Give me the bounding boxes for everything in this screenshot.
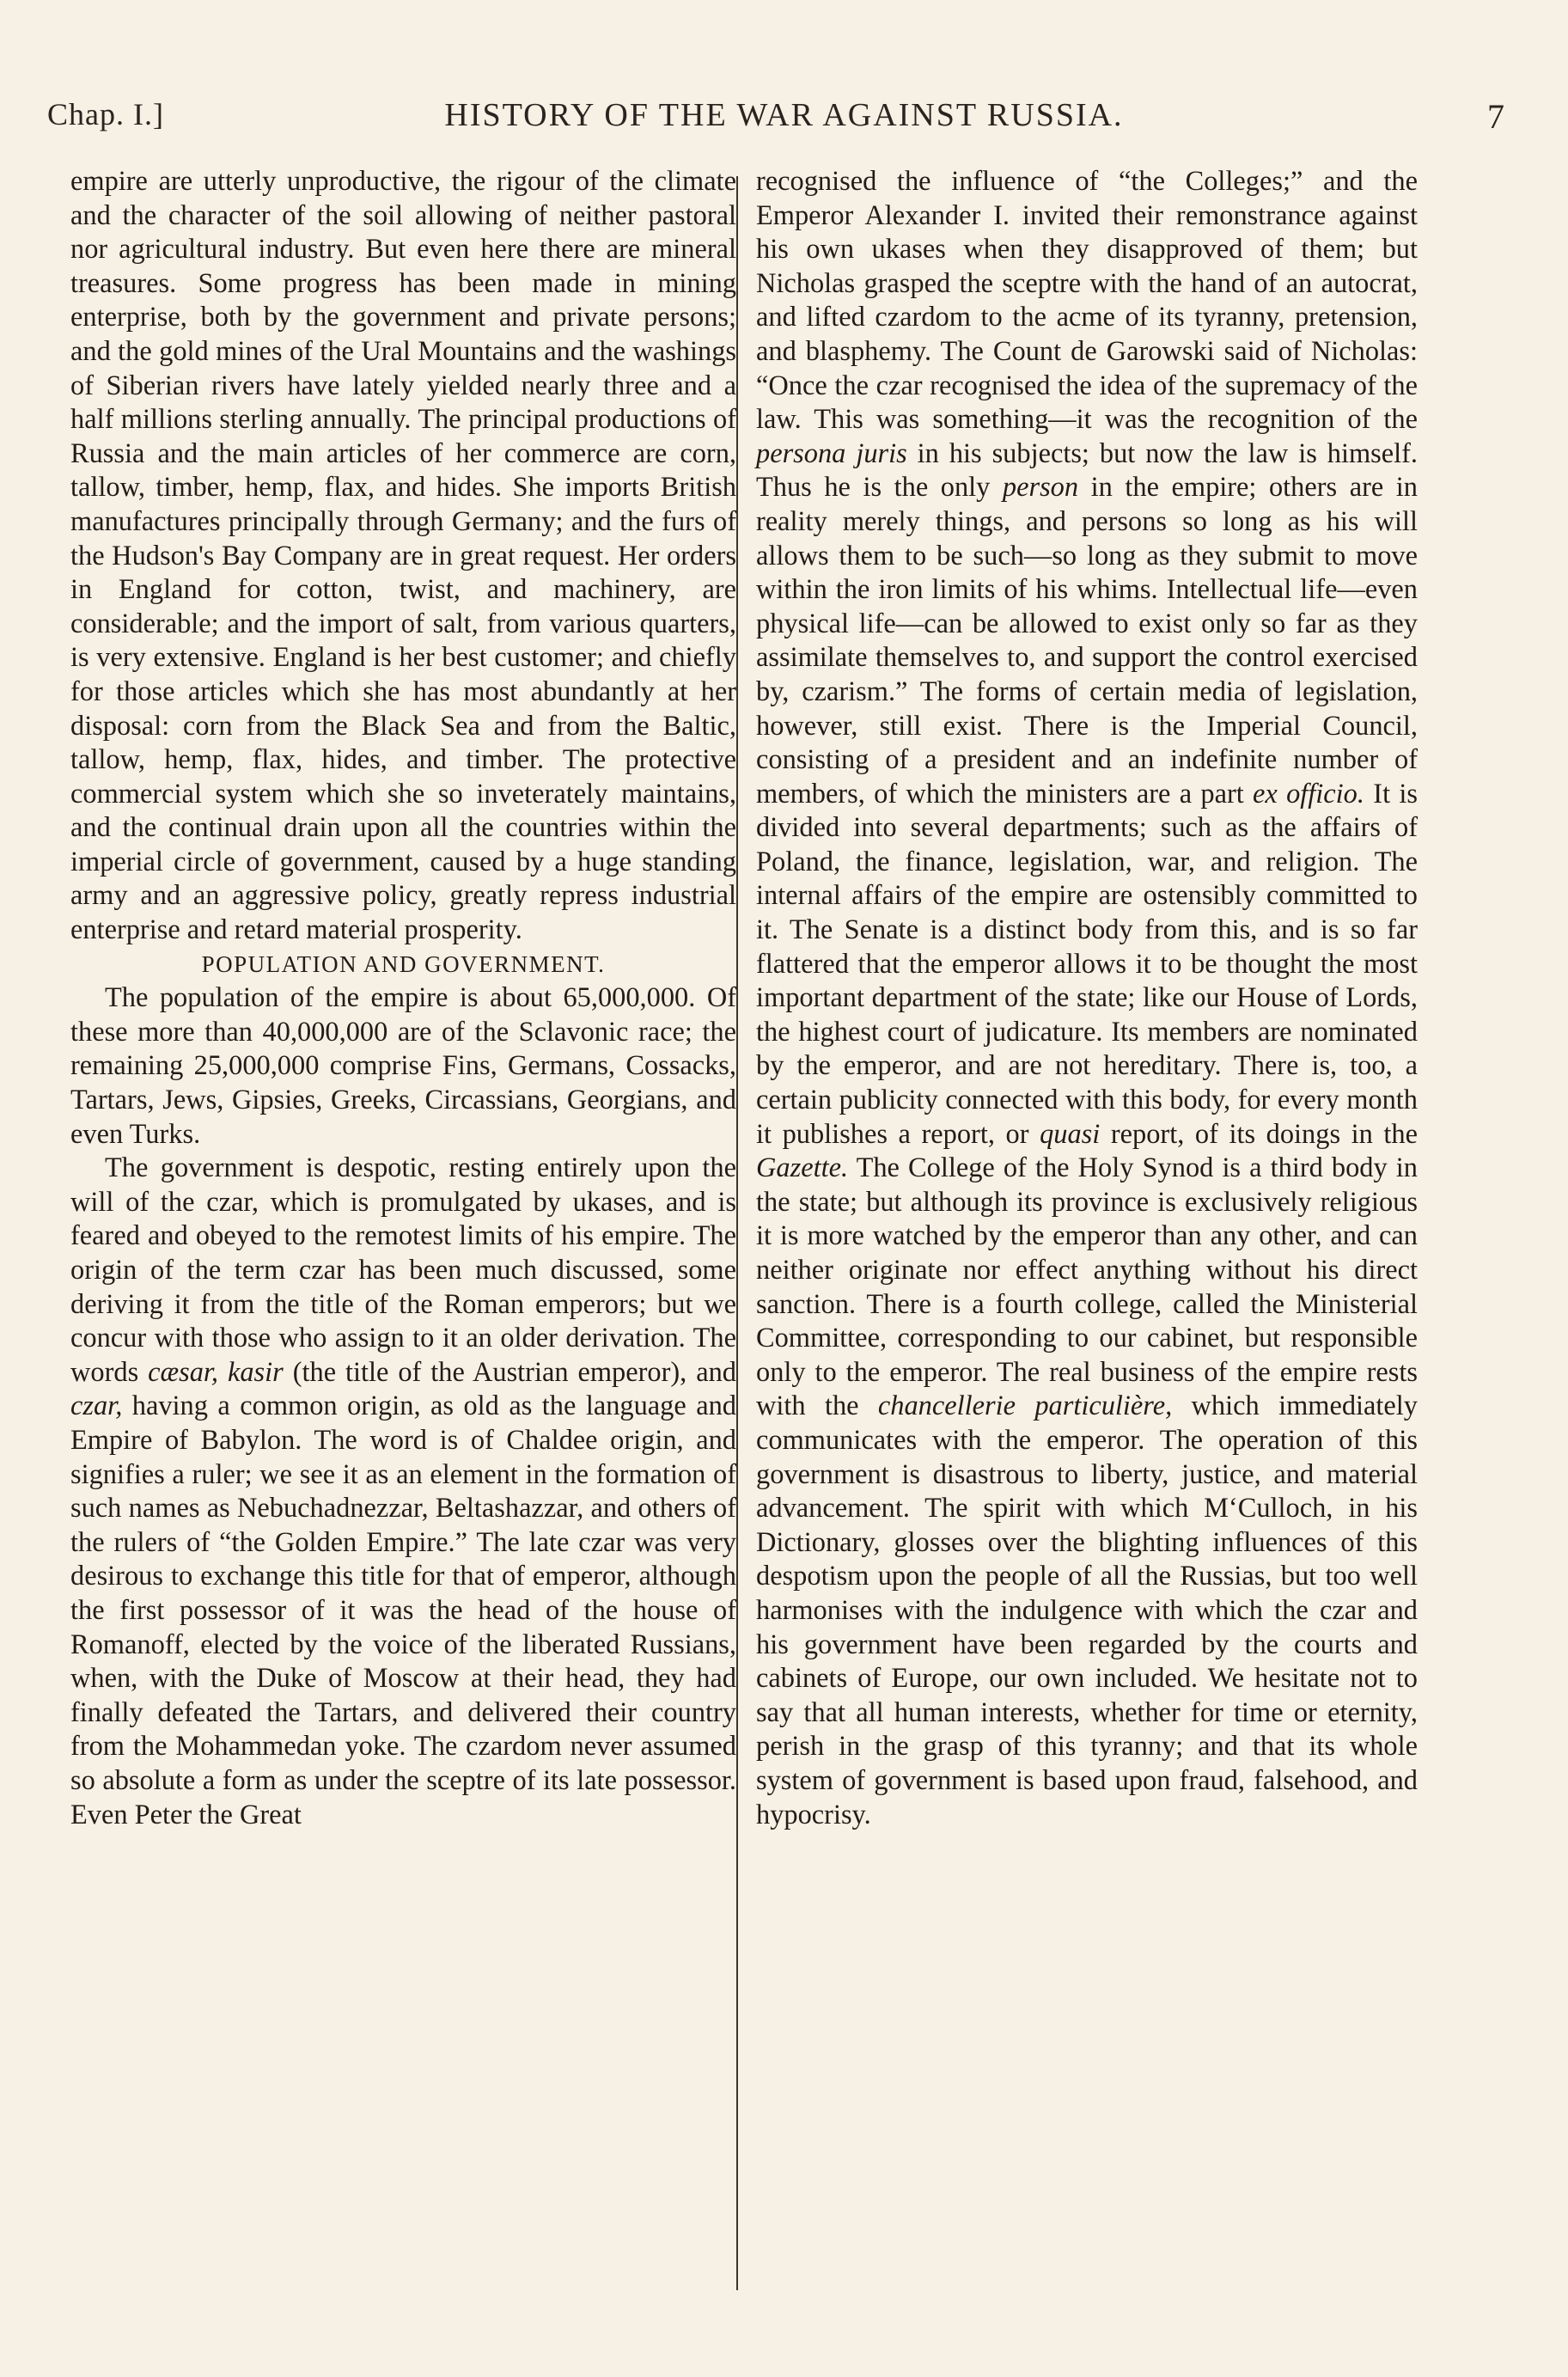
italic-term: Gazette. [756, 1152, 849, 1184]
text-run: The College of the Holy Synod is a third body in the state; but although its province is exclusively religious it is more watched by the emperor than any other, and can neither originate nor effect anything without his direct sanction. There is a fourth college, called the Ministerial Committee, corresponding to our cabinet, but responsible only to the emperor. The real business of the empire rests with the [756, 1152, 1418, 1422]
text-run: in his subjects; but now the law is himself. Thus he is the only [756, 437, 1419, 504]
paragraph-colleges [756, 165, 1418, 1832]
paragraph-government [70, 1152, 736, 1832]
text-run: (the title of the Austrian emperor), and [283, 1356, 736, 1388]
text-run: report, of its doings in the [1100, 1118, 1418, 1150]
italic-term: person [1002, 472, 1079, 504]
page-number: 7 [1487, 97, 1505, 136]
italic-term: chancellerie particulière, [877, 1390, 1173, 1422]
right-column [756, 165, 1418, 1832]
text-run: It is divided into several departments; such as the affairs of Poland, the finance, legislation, war, and religion. The internal affairs of the empire are ostensibly committed to it. The Senate is a distinct body from this, and is so far flattered that the emperor allows it to be thought the most important department of the state; like our House of Lords, the highest court of judicature. Its members are nominated by the emperor, and are not hereditary. There is, too, a certain publicity connected with this body, for every month it publishes a report, or [756, 778, 1418, 1150]
text-run: having a common origin, as old as the language and Empire of Babylon. The word is of Chaldee origin, and signifies a ruler; we see it as an element in the formation of such names as Nebuchadnezzar, Beltashazzar, and others of the rulers of “the Golden Empire.” The late czar was very desirous to exchange this title for that of emperor, although the first possessor of it was the head of the house of Romanoff, elected by the voice of the liberated Russians, when, with the Duke of Moscow at their head, they had finally defeated the Tartars, and delivered their country from the Mohammedan yoke. The czardom never assumed so absolute a form as under the sceptre of its late possessor. Even Peter the Great [70, 1390, 736, 1830]
paragraph-resources: empire are utterly unproductive, the rigour of the climate and the character of the soil allowing of neither pastoral nor agricultural industry. But even here there are mineral treasures. Some progress has been made in mining enterprise, both by the government and private persons; and the gold mines of the Ural Mountains and the washings of Siberian rivers have lately yielded nearly three and a half millions sterling annually. The principal productions of Russia and the main articles of her commerce are corn, tallow, timber, hemp, flax, and hides. She imports British manufactures principally through Germany; and the furs of the Hudson's Bay Company are in great request. Her orders in England for cotton, twist, and machinery, are considerable; and the import of salt, from various quarters, is very extensive. England is her best customer; and chiefly for those articles which she has most abundantly at her disposal: corn from the Black Sea and from the Baltic, tallow, hemp, flax, hides, and timber. The protective commercial system which she so inveterately maintains, and the continual drain upon all the countries within the imperial circle of government, caused by a huge standing army and an aggressive policy, greatly repress industrial enterprise and retard material prosperity. [70, 166, 736, 946]
italic-term: czar, [70, 1390, 123, 1422]
left-column [70, 165, 736, 1832]
paragraph-population: The population of the empire is about 65,000,000. Of these more than 40,000,000 are of the Sclavonic race; the remaining 25,000,000 comprise Fins, Germans, Cossacks, Tartars, Jews, Gipsies, Greeks, Circassians, Georgians, and even Turks. [70, 982, 736, 1150]
italic-term: ex officio. [1253, 778, 1364, 810]
chapter-label: Chap. I.] [47, 97, 164, 131]
section-heading: POPULATION AND GOVERNMENT. [201, 950, 606, 977]
italic-term: kasir [227, 1356, 284, 1388]
italic-term: persona juris [756, 437, 907, 469]
text-run: in the empire; others are in reality merely things, and persons so long as his will allows them to be such—so long as they submit to move within the iron limits of his whims. Intellectual life—even physical life—can be allowed to exist only so far as they assimilate themselves to, and support the control exercised by, czarism.” The forms of certain media of legislation, however, still exist. There is the Imperial Council, consisting of a president and an indefinite number of members, of which the ministers are a part [756, 472, 1418, 810]
italic-term: cæsar, [148, 1356, 219, 1388]
running-title: HISTORY OF THE WAR AGAINST RUSSIA. [444, 97, 1124, 133]
column-divider [736, 176, 738, 2290]
italic-term: quasi [1040, 1118, 1101, 1150]
text-run: recognised the influence of “the Colleges;” and the Emperor Alexander I. invited their remonstrance against his own ukases when they disapproved of them; but Nicholas grasped the sceptre with the hand of an autocrat, and lifted czardom to the acme of its tyranny, pretension, and blasphemy. The Count de Garowski said of Nicholas: “Once the czar recognised the idea of the supremacy of the law. This was something—it was the recognition of the [756, 166, 1418, 436]
text-run [218, 1357, 228, 1388]
text-run: which immediately communicates with the emperor. The operation of this government is disastrous to liberty, justice, and material advancement. The spirit with which M‘Culloch, in his Dictionary, glosses over the blighting influences of this despotism upon the people of all the Russias, but too well harmonises with the indulgence with which the czar and his government have been regarded by the courts and cabinets of Europe, our own included. We hesitate not to say that all human interests, whether for time or eternity, perish in the grasp of this tyranny; and that its whole system of government is based upon fraud, falsehood, and hypocrisy. [756, 1390, 1418, 1830]
running-head [47, 79, 1521, 139]
text-run: The government is despotic, resting entirely upon the will of the czar, which is promulgated by ukases, and is feared and obeyed to the remotest limits of his empire. The origin of the term czar has been much discussed, some deriving it from the title of the Roman emperors; but we concur with those who assign to it an older derivation. The words [70, 1152, 736, 1388]
